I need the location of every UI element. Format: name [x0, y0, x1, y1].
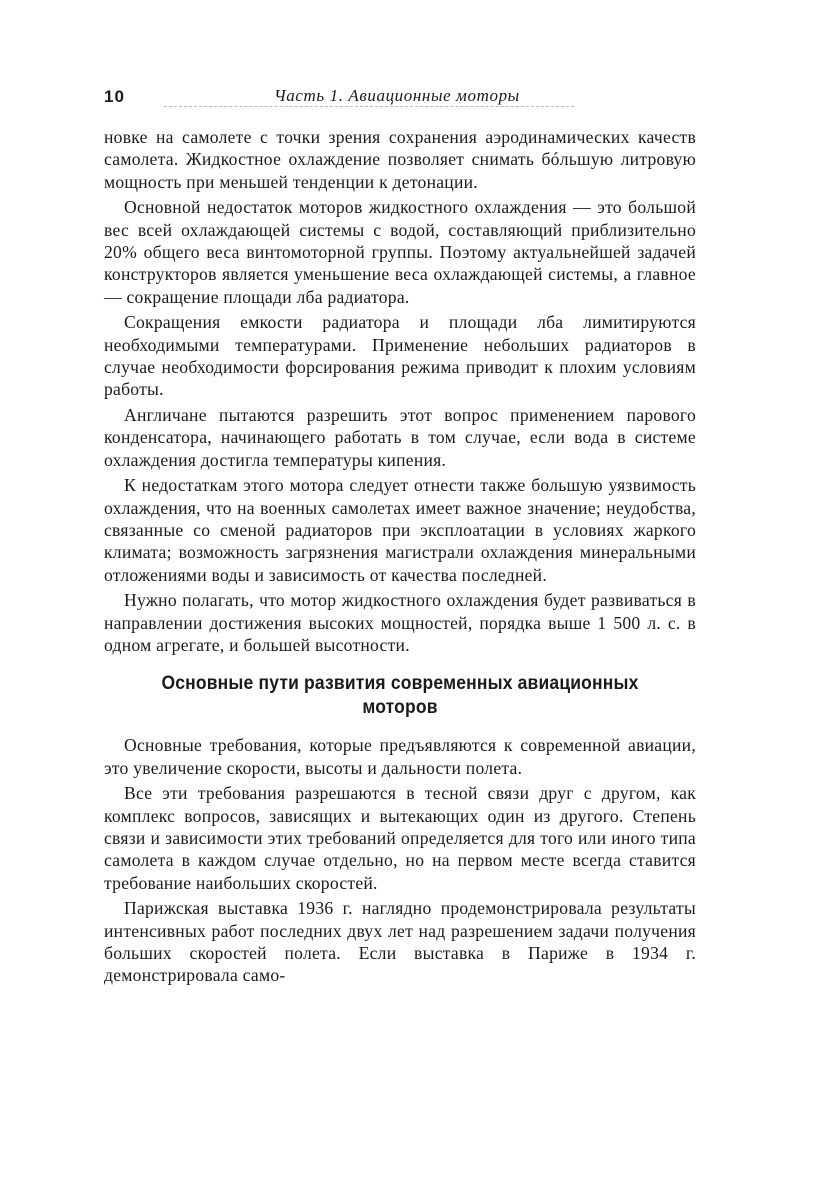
paragraph: новке на самолете с точки зрения сохранения аэродинамических качеств самолета. Жидкостное охлаждение позволяет снимать бóльшую литровую мощность при меньшей тенденции к детонации.	[104, 127, 696, 192]
running-header	[104, 84, 694, 110]
body-text	[104, 126, 696, 990]
section-heading	[128, 672, 673, 720]
page-number: 10	[104, 87, 125, 106]
paragraph: Сокращения емкости радиатора и площади лба лимитируются необходимыми температурами. Применение небольших радиаторов в случае необходимости форсирования режима приводит к плохим условиям работы.	[104, 312, 696, 400]
paragraph: Основные требования, которые предъявляются к современной авиации, это увеличение скорости, высоты и дальности полета.	[104, 735, 696, 778]
running-title: Часть 1. Авиационные моторы	[274, 86, 520, 105]
paragraph: Нужно полагать, что мотор жидкостного охлаждения будет развиваться в направлении достижения высоких мощностей, порядка выше 1 500 л. с. в одном агрегате, и большей высотности.	[104, 590, 696, 655]
paragraph: Парижская выставка 1936 г. наглядно продемонстрировала результаты интенсивных работ последних двух лет над разрешением задачи получения больших скоростей полета. Если выставка в Париже в 1934 г. демонстрировала само-	[104, 898, 696, 986]
paragraph: Все эти требования разрешаются в тесной связи друг с другом, как комплекс вопросов, зависящих и вытекающих один из другого. Степень связи и зависимости этих требований определяется для того или иного типа самолета в каждом случае отдельно, но на первом месте всегда ставится требование наибольших скоростей.	[104, 783, 696, 893]
section-heading-line: моторов	[362, 697, 438, 719]
paragraph: Основной недостаток моторов жидкостного охлаждения — это большой вес всей охлаждающей системы с водой, составляющий приблизительно 20% общего веса винтомоторной группы. Поэтому актуальнейшей задачей конструкторов является уменьшение веса охлаждающей системы, а главное — сокращение площади лба радиатора.	[104, 197, 696, 307]
section-heading-line: Основные пути развития современных авиационных	[161, 673, 639, 695]
paragraph: К недостаткам этого мотора следует отнести также большую уязвимость охлаждения, что на военных самолетах имеет важное значение; неудобства, связанные со сменой радиаторов при эксплоатации в условиях жаркого климата; возможность загрязнения магистрали охлаждения минеральными отложениями воды и зависимость от качества последней.	[104, 475, 696, 585]
paragraph: Англичане пытаются разрешить этот вопрос применением парового конденсатора, начинающего работать в том случае, если вода в системе охлаждения достигла температуры кипения.	[104, 404, 696, 470]
header-rule	[164, 106, 574, 107]
